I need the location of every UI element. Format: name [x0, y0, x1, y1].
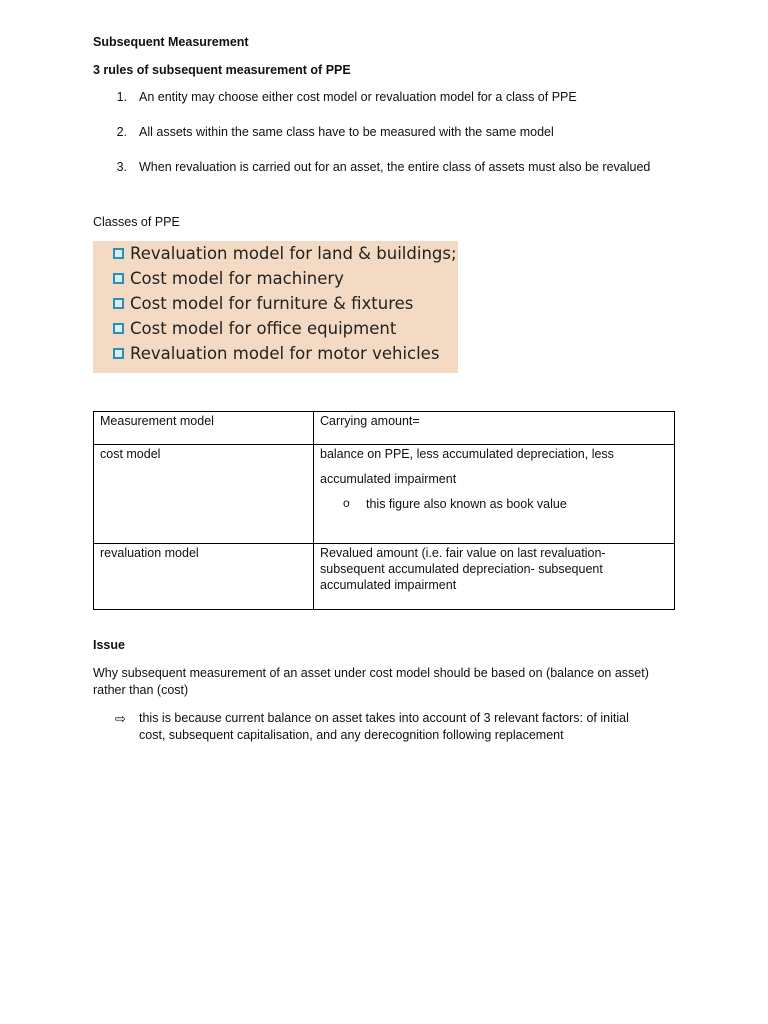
arrow-bullet-icon: ⇨: [115, 711, 126, 726]
definition-line: Revalued amount (i.e. fair value on last revaluation-: [320, 546, 606, 560]
table-header-row: [94, 412, 675, 445]
square-bullet-icon: [113, 273, 124, 284]
ppe-classes-image: [93, 241, 458, 373]
ppe-class-text: Revaluation model for motor vehicles: [130, 343, 440, 363]
header-cell-carrying-amount: Carrying amount=: [314, 412, 675, 445]
ppe-class-text: Cost model for machinery: [130, 268, 344, 288]
square-bullet-icon: [113, 348, 124, 359]
issue-question-line: Why subsequent measurement of an asset under cost model should be based on (balance on asset): [93, 666, 649, 680]
square-bullet-icon: [113, 323, 124, 334]
issue-question-line: rather than (cost): [93, 683, 189, 697]
model-cell: cost model: [94, 445, 314, 544]
definition-cell: [314, 544, 675, 610]
rules-heading: 3 rules of subsequent measurement of PPE: [93, 63, 351, 77]
sub-bullet-item: [320, 496, 668, 512]
ppe-class-item: [113, 291, 413, 315]
definition-line: subsequent accumulated depreciation- subsequent: [320, 562, 603, 576]
header-cell-model: Measurement model: [94, 412, 314, 445]
model-cell: revaluation model: [94, 544, 314, 610]
rule-text: All assets within the same class have to be measured with the same model: [139, 125, 554, 139]
table-row: [94, 445, 675, 544]
ppe-class-text: Cost model for furniture & fixtures: [130, 293, 414, 313]
square-bullet-icon: [113, 298, 124, 309]
measurement-model-table: [93, 411, 675, 610]
definition-line: accumulated impairment: [320, 578, 457, 592]
issue-answer-line: cost, subsequent capitalisation, and any derecognition following replacement: [139, 728, 564, 742]
circle-bullet-icon: o: [343, 496, 350, 510]
table-row: [94, 544, 675, 610]
ppe-class-text: Revaluation model for land & buildings;: [130, 243, 457, 263]
ppe-class-item: [113, 266, 344, 290]
issue-answer-line: this is because current balance on asset takes into account of 3 relevant factors: of initial: [139, 711, 629, 725]
sub-bullet-text: this figure also known as book value: [366, 497, 567, 511]
ppe-class-item: [113, 341, 439, 365]
rule-text: An entity may choose either cost model or revaluation model for a class of PPE: [139, 90, 577, 104]
definition-line: accumulated impairment: [320, 472, 457, 486]
rule-number: 2.: [116, 125, 127, 139]
issue-heading: Issue: [93, 638, 125, 652]
classes-label: Classes of PPE: [93, 215, 180, 229]
square-bullet-icon: [113, 248, 124, 259]
page-title: Subsequent Measurement: [93, 35, 249, 49]
ppe-class-item: [113, 316, 396, 340]
ppe-class-text: Cost model for office equipment: [130, 318, 397, 338]
rule-text: When revaluation is carried out for an asset, the entire class of assets must also be revalued: [139, 160, 651, 174]
rule-number: 1.: [116, 90, 127, 104]
definition-cell: [314, 445, 675, 544]
definition-line: balance on PPE, less accumulated depreciation, less: [320, 447, 614, 461]
rule-number: 3.: [116, 160, 127, 174]
ppe-class-item: [113, 241, 457, 265]
